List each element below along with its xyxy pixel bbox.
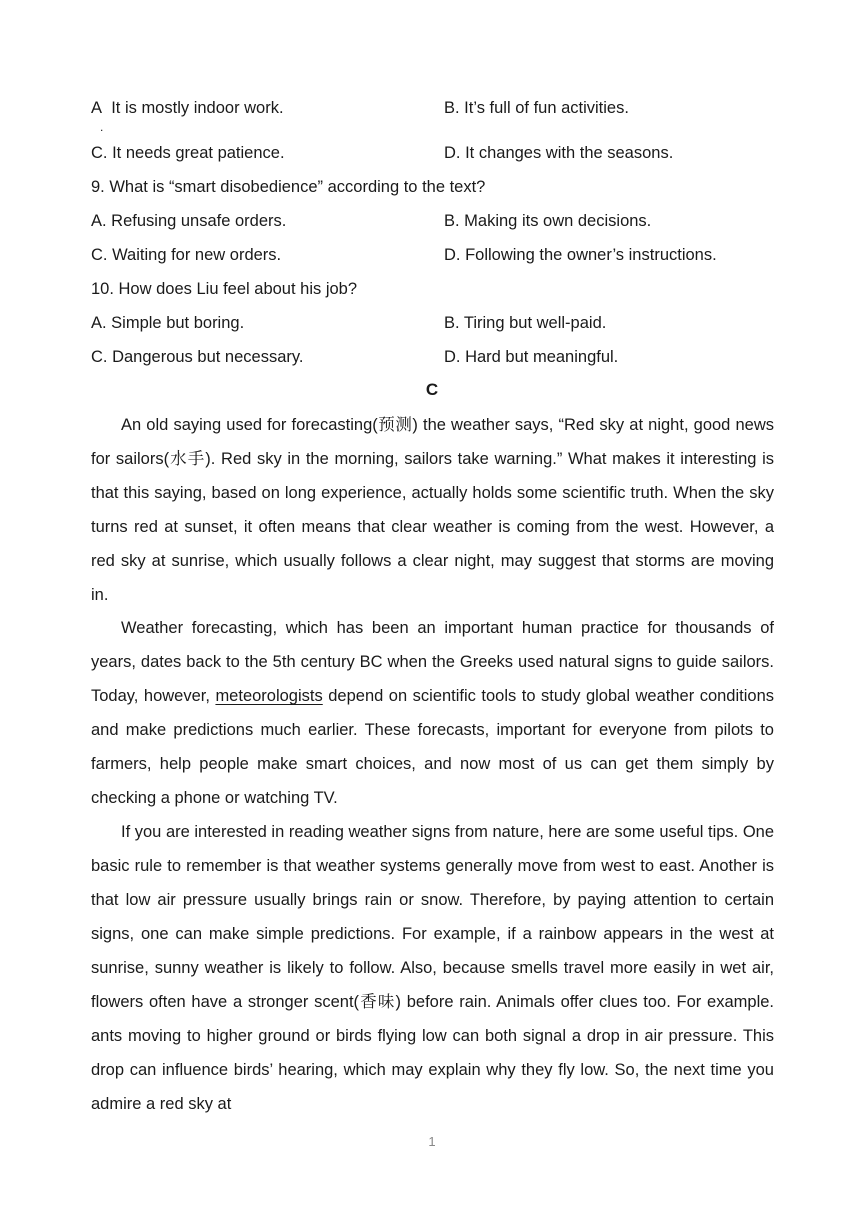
q9-options-row-2	[91, 238, 774, 272]
q10-options-row-1	[91, 306, 774, 340]
q9-option-b: B. Making its own decisions.	[444, 212, 652, 230]
q9-option-d: D. Following the owner’s instructions.	[444, 246, 717, 264]
q8-option-a: A . It is mostly indoor work.	[91, 99, 284, 134]
q10-option-d: D. Hard but meaningful.	[444, 348, 619, 366]
q9-question: 9. What is “smart disobedience” according to the text?	[91, 178, 486, 196]
q8-option-a-letter: A	[91, 99, 103, 117]
passage-paragraph-3: If you are interested in reading weather signs from nature, here are some useful tips. One basic rule to remember is that weather systems generally move from west to east. Another is that low air pressure usually brings rain or snow. Therefore, by paying attention to certain signs, one can make simple predictions. For example, if a rainbow appears in the west at sunrise, sunny weather is likely to follow. Also, because smells travel more easily in wet air, flowers often have a stronger scent(香味) before rain. Animals offer clues too. For example. ants moving to higher ground or birds flying low can both signal a drop in air pressure. This drop can influence birds’ hearing, which may explain why they fly low. So, the next time you admire a red sky at	[91, 823, 775, 1113]
page-number: 1	[428, 1134, 436, 1149]
q8-options-row-2	[91, 136, 774, 170]
q8-option-c: C. It needs great patience.	[91, 144, 285, 162]
q10-options-row-2	[91, 340, 774, 374]
passage-paragraph-2-end: depend on scientific tools to study global weather conditions and make predictions much earlier. These forecasts, important for everyone from pilots to farmers, help people make smart choices, and now most of us can get them simply by checking a phone or watching TV.	[91, 687, 774, 807]
section-title: C	[425, 380, 439, 399]
passage-paragraph-2	[91, 611, 774, 815]
q8-option-a-text: It is mostly indoor work.	[111, 99, 284, 117]
q9-option-c: C. Waiting for new orders.	[91, 246, 282, 264]
q10-option-c: C. Dangerous but necessary.	[91, 348, 304, 366]
passage-paragraph-1: An old saying used for forecasting(预测) the weather says, “Red sky at night, good news for sailors(水手). Red sky in the morning, sailors take warning.” What makes it interesting is that this saying, based on long experience, actually holds some scientific truth. When the sky turns red at sunset, it often means that clear weather is coming from the west. However, a red sky at sunrise, which usually follows a clear night, may suggest that storms are moving in.	[91, 416, 774, 604]
q10-question: 10. How does Liu feel about his job?	[91, 280, 358, 298]
q10-option-b: B. Tiring but well-paid.	[444, 314, 607, 332]
q9-option-a: A. Refusing unsafe orders.	[91, 212, 287, 230]
q8-option-d: D. It changes with the seasons.	[444, 144, 674, 162]
q9-options-row-1	[91, 204, 774, 238]
passage-paragraph-2-start: Weather forecasting, which has been an important human practice for thousands of years, dates back to the 5th century BC when the Greeks used natural signs to guide sailors. Today, however,	[91, 619, 774, 705]
q8-options-row-1	[91, 91, 774, 134]
q8-option-b: B. It’s full of fun activities.	[444, 99, 629, 117]
underlined-word-meteorologists: meteorologists	[215, 687, 323, 705]
q10-option-a: A. Simple but boring.	[91, 314, 245, 332]
